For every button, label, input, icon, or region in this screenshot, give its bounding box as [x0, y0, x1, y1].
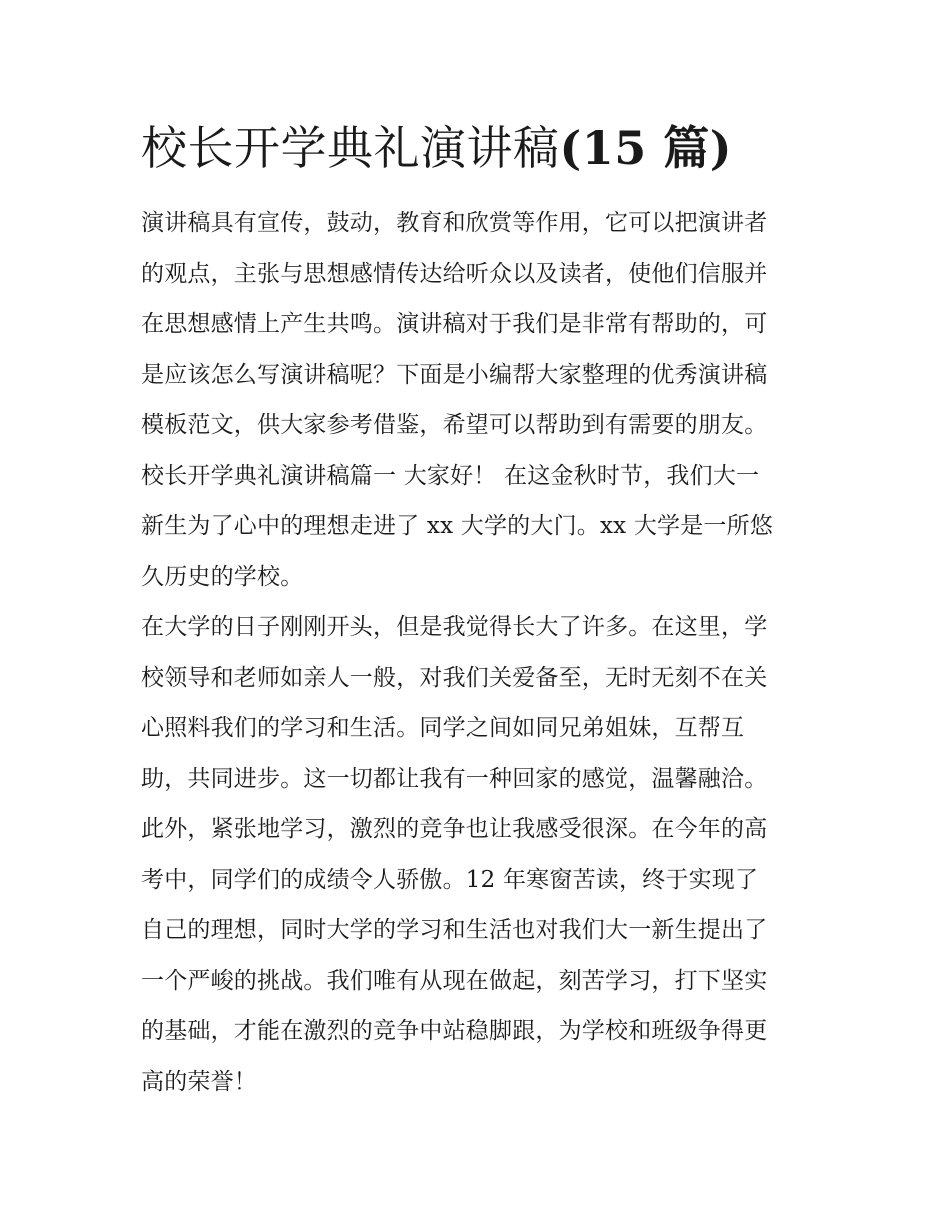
- document-body: [141, 198, 821, 1107]
- body-line: 考中，同学们的成绩令人骄傲。12 年寒窗苦读，终于实现了: [141, 866, 759, 893]
- body-line: 在大学的日子刚刚开头，但是我觉得长大了许多。在这里，学: [141, 614, 768, 640]
- body-line: 自己的理想，同时大学的学习和生活也对我们大一新生提出了: [141, 917, 768, 943]
- body-line: 在思想感情上产生共鸣。演讲稿对于我们是非常有帮助的，可: [141, 311, 768, 337]
- title-count: (15 篇): [559, 121, 733, 175]
- body-line: 久历史的学校。: [141, 563, 304, 590]
- body-line: 助，共同进步。这一切都让我有一种回家的感觉，温馨融洽。: [141, 765, 768, 792]
- body-line: 此外，紧张地学习，激烈的竞争也让我感受很深。在今年的高: [141, 816, 768, 842]
- title-main: 校长开学典礼演讲稿: [141, 121, 560, 175]
- body-line: 一个严峻的挑战。我们唯有从现在做起，刻苦学习，打下坚实: [141, 967, 768, 994]
- document-title: [141, 118, 821, 178]
- body-line: 校长开学典礼演讲稿篇一 大家好！ 在这金秋时节，我们大一: [141, 462, 760, 489]
- body-line: 新生为了心中的理想走进了 xx 大学的大门。xx 大学是一所悠: [141, 513, 774, 539]
- body-line: 校领导和老师如亲人一般，对我们关爱备至，无时无刻不在关: [141, 664, 768, 691]
- body-line: 高的荣誉！: [141, 1068, 257, 1095]
- body-line: 的基础，才能在激烈的竞争中站稳脚跟，为学校和班级争得更: [141, 1018, 768, 1044]
- body-line: 演讲稿具有宣传，鼓动，教育和欣赏等作用，它可以把演讲者: [141, 210, 768, 236]
- body-line: 是应该怎么写演讲稿呢？下面是小编帮大家整理的优秀演讲稿: [141, 361, 768, 388]
- body-line: 模板范文，供大家参考借鉴，希望可以帮助到有需要的朋友。: [141, 412, 768, 438]
- document-page: [141, 118, 821, 1107]
- body-line: 的观点，主张与思想感情传达给听众以及读者，使他们信服并: [141, 260, 768, 287]
- body-line: 心照料我们的学习和生活。同学之间如同兄弟姐妹，互帮互: [141, 715, 745, 741]
